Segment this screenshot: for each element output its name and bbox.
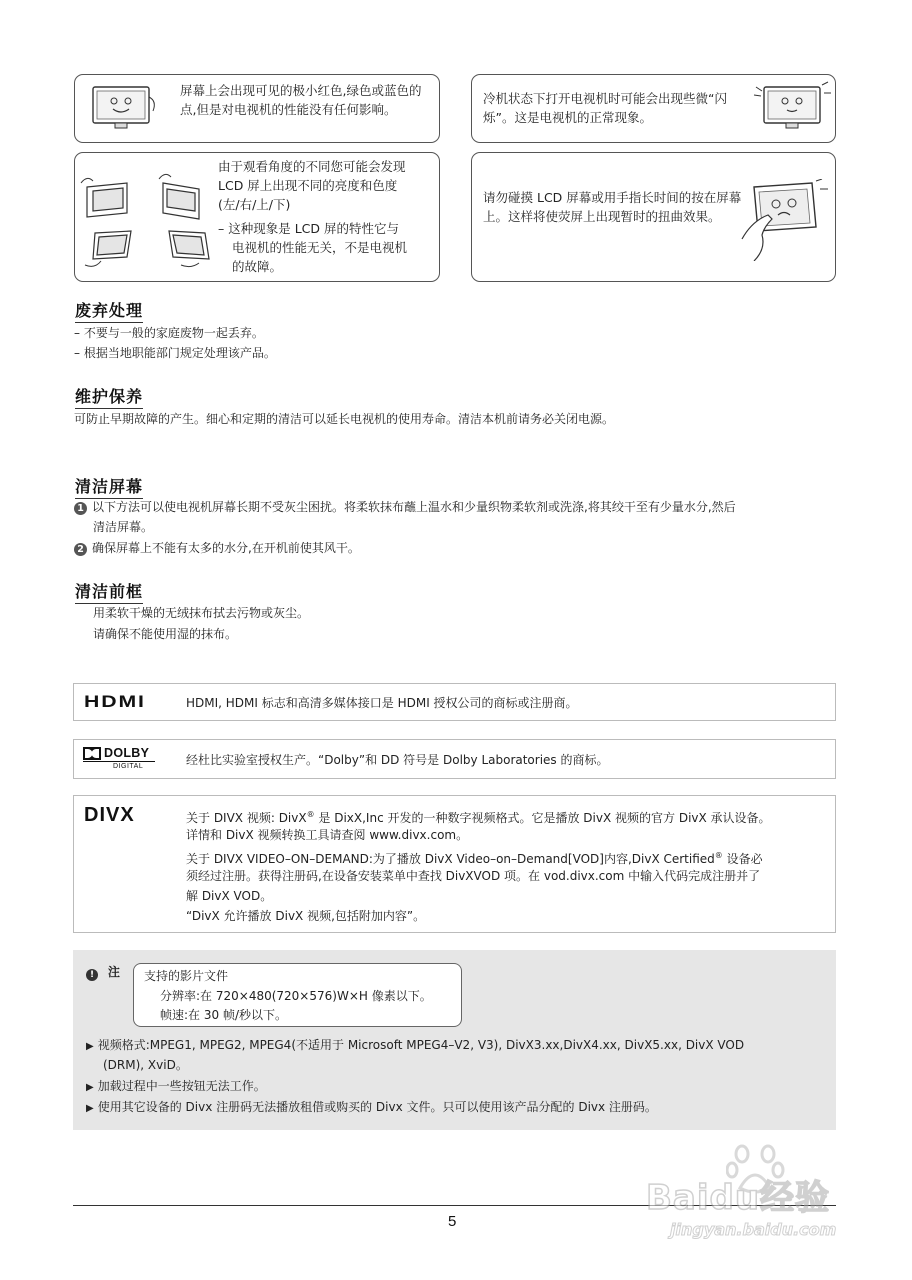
note-bullet-3	[86, 1098, 657, 1118]
supported-files-title: 支持的影片文件	[144, 969, 229, 983]
dolby-dd-icon	[83, 747, 101, 760]
note-label-row	[86, 964, 120, 981]
divx-line-6: “DivX 允许播放 DivX 视频,包括附加内容”。	[186, 909, 426, 923]
disposal-item-1: – 不要与一般的家庭废物一起丢弃。	[74, 326, 264, 340]
viewing-angle-line3: (左/右/上/下)	[218, 197, 291, 212]
info-box-no-touch	[471, 152, 836, 282]
baidu-watermark	[640, 1140, 880, 1250]
viewing-angle-line1: 由于观看角度的不同您可能会发现	[218, 159, 406, 174]
viewing-angle-line2: LCD 屏上出现不同的亮度和色度	[218, 178, 398, 193]
divx-line-3b: 设备必	[722, 852, 763, 866]
divx-line-1a: 关于 DIVX 视频: DivX	[186, 811, 307, 825]
note-bullet-2-text: 加载过程中一些按钮无法工作。	[97, 1079, 266, 1093]
divx-line-3a: 关于 DIVX VIDEO–ON–DEMAND:为了播放 DivX Video–on–Demand[VOD]内容,DivX Certified	[186, 852, 715, 866]
note-bullet-1-cont: (DRM), XviD。	[103, 1058, 188, 1072]
divx-line-3	[186, 847, 763, 868]
frame-cleaning-line-1: 用柔软干燥的无绒抹布拭去污物或灰尘。	[93, 606, 310, 620]
number-badge-1: 1	[74, 502, 87, 515]
dolby-logo-main: DOLBY	[104, 746, 150, 760]
dolby-trademark-box	[73, 739, 836, 779]
page-number: 5	[448, 1213, 457, 1230]
viewing-angle-line6: 的故障。	[232, 259, 283, 274]
screen-cleaning-item-2-text: 确保屏幕上不能有太多的水分,在开机前使其风干。	[92, 541, 360, 555]
note-icon: !	[86, 969, 98, 981]
dolby-text: 经杜比实验室授权生产。“Dolby”和 DD 符号是 Dolby Laboratories 的商标。	[186, 753, 609, 767]
registered-mark: ®	[306, 810, 315, 819]
watermark-main: Baidu经验	[646, 1178, 831, 1218]
viewing-angle-line5: 电视机的性能无关，不是电视机	[232, 240, 408, 255]
tv-flicker-illustration	[752, 81, 832, 137]
screen-cleaning-item-1	[74, 498, 736, 516]
divx-trademark-box	[73, 795, 836, 933]
frame-cleaning-heading: 清洁前框	[75, 579, 143, 604]
dead-pixels-text: 屏幕上会出现可见的极小红色,绿色或蓝色的点,但是对电视机的性能没有任何影响。	[180, 83, 422, 117]
hdmi-logo: HDMI	[84, 692, 146, 711]
watermark-url: jingyan.baidu.com	[670, 1220, 837, 1239]
divx-line-5: 解 DivX VOD。	[186, 889, 273, 903]
tv-touch-illustration	[740, 179, 830, 261]
supported-files-box	[133, 963, 462, 1027]
triangle-bullet-icon: ▶	[86, 1041, 94, 1052]
dolby-logo	[83, 746, 155, 774]
note-bullet-3-text: 使用其它设备的 Divx 注册码无法播放租借或购买的 Divx 文件。只可以使用该产品分配的 Divx 注册码。	[97, 1100, 657, 1114]
supported-files-framerate: 帧速:在 30 帧/秒以下。	[160, 1008, 287, 1022]
info-box-dead-pixels	[74, 74, 440, 143]
info-box-flicker	[471, 74, 836, 143]
divx-line-2: 详情和 DivX 视频转换工具请查阅 www.divx.com。	[186, 828, 469, 842]
screen-cleaning-item-1-text: 以下方法可以使电视机屏幕长期不受灰尘困扰。将柔软抹布蘸上温水和少量织物柔软剂或洗涤,将其绞干至有少量水分,然后	[92, 500, 736, 514]
disposal-item-2: – 根据当地职能部门规定处理该产品。	[74, 346, 276, 360]
tv-smile-illustration	[87, 83, 161, 135]
note-panel	[73, 950, 836, 1130]
screen-cleaning-item-2	[74, 539, 360, 557]
flicker-text: 冷机状态下打开电视机时可能会出现些微“闪烁”。这是电视机的正常现象。	[483, 91, 727, 125]
frame-cleaning-line-2: 请确保不能使用湿的抹布。	[93, 627, 238, 641]
screen-cleaning-item-1-cont: 清洁屏幕。	[93, 520, 154, 534]
divx-line-1b: 是 DixX,Inc 开发的一种数字视频格式。它是播放 DivX 视频的官方 DivX 承认设备。	[314, 811, 771, 825]
number-badge-2: 2	[74, 543, 87, 556]
note-label: 注	[107, 965, 120, 979]
registered-mark-2: ®	[714, 851, 723, 860]
hdmi-trademark-box	[73, 683, 836, 721]
screen-cleaning-heading: 清洁屏幕	[75, 474, 143, 499]
info-box-viewing-angle	[74, 152, 440, 282]
divx-line-1	[186, 806, 771, 827]
maintenance-text: 可防止早期故障的产生。细心和定期的清洁可以延长电视机的使用寿命。清洁本机前请务必关闭电源。	[74, 412, 615, 426]
dolby-logo-sub: DIGITAL	[113, 763, 144, 770]
note-bullet-1	[86, 1036, 744, 1056]
note-bullet-1-text: 视频格式:MPEG1, MPEG2, MPEG4(不适用于 Microsoft MPEG4–V2, V3), DivX3.xx,DivX4.xx, DivX5.xx, DivX VOD	[97, 1038, 745, 1052]
disposal-heading: 废弃处理	[75, 298, 143, 323]
tv-angle-illustration	[79, 173, 219, 269]
divx-logo: DIVX	[84, 804, 135, 826]
note-bullet-2	[86, 1077, 266, 1097]
divx-line-4: 须经过注册。获得注册码,在设备安装菜单中查找 DivXVOD 项。在 vod.divx.com 中输入代码完成注册并了	[186, 869, 761, 883]
supported-files-resolution: 分辨率:在 720×480(720×576)W×H 像素以下。	[160, 989, 432, 1003]
viewing-angle-line4: – 这种现象是 LCD 屏的特性它与	[218, 221, 399, 236]
triangle-bullet-icon: ▶	[86, 1103, 94, 1114]
maintenance-heading: 维护保养	[75, 384, 143, 409]
triangle-bullet-icon: ▶	[86, 1082, 94, 1093]
hdmi-text: HDMI, HDMI 标志和高清多媒体接口是 HDMI 授权公司的商标或注册商。	[186, 696, 578, 710]
no-touch-text: 请勿碰摸 LCD 屏幕或用手指长时间的按在屏幕上。这样将使荧屏上出现暂时的扭曲效果。	[483, 190, 742, 224]
